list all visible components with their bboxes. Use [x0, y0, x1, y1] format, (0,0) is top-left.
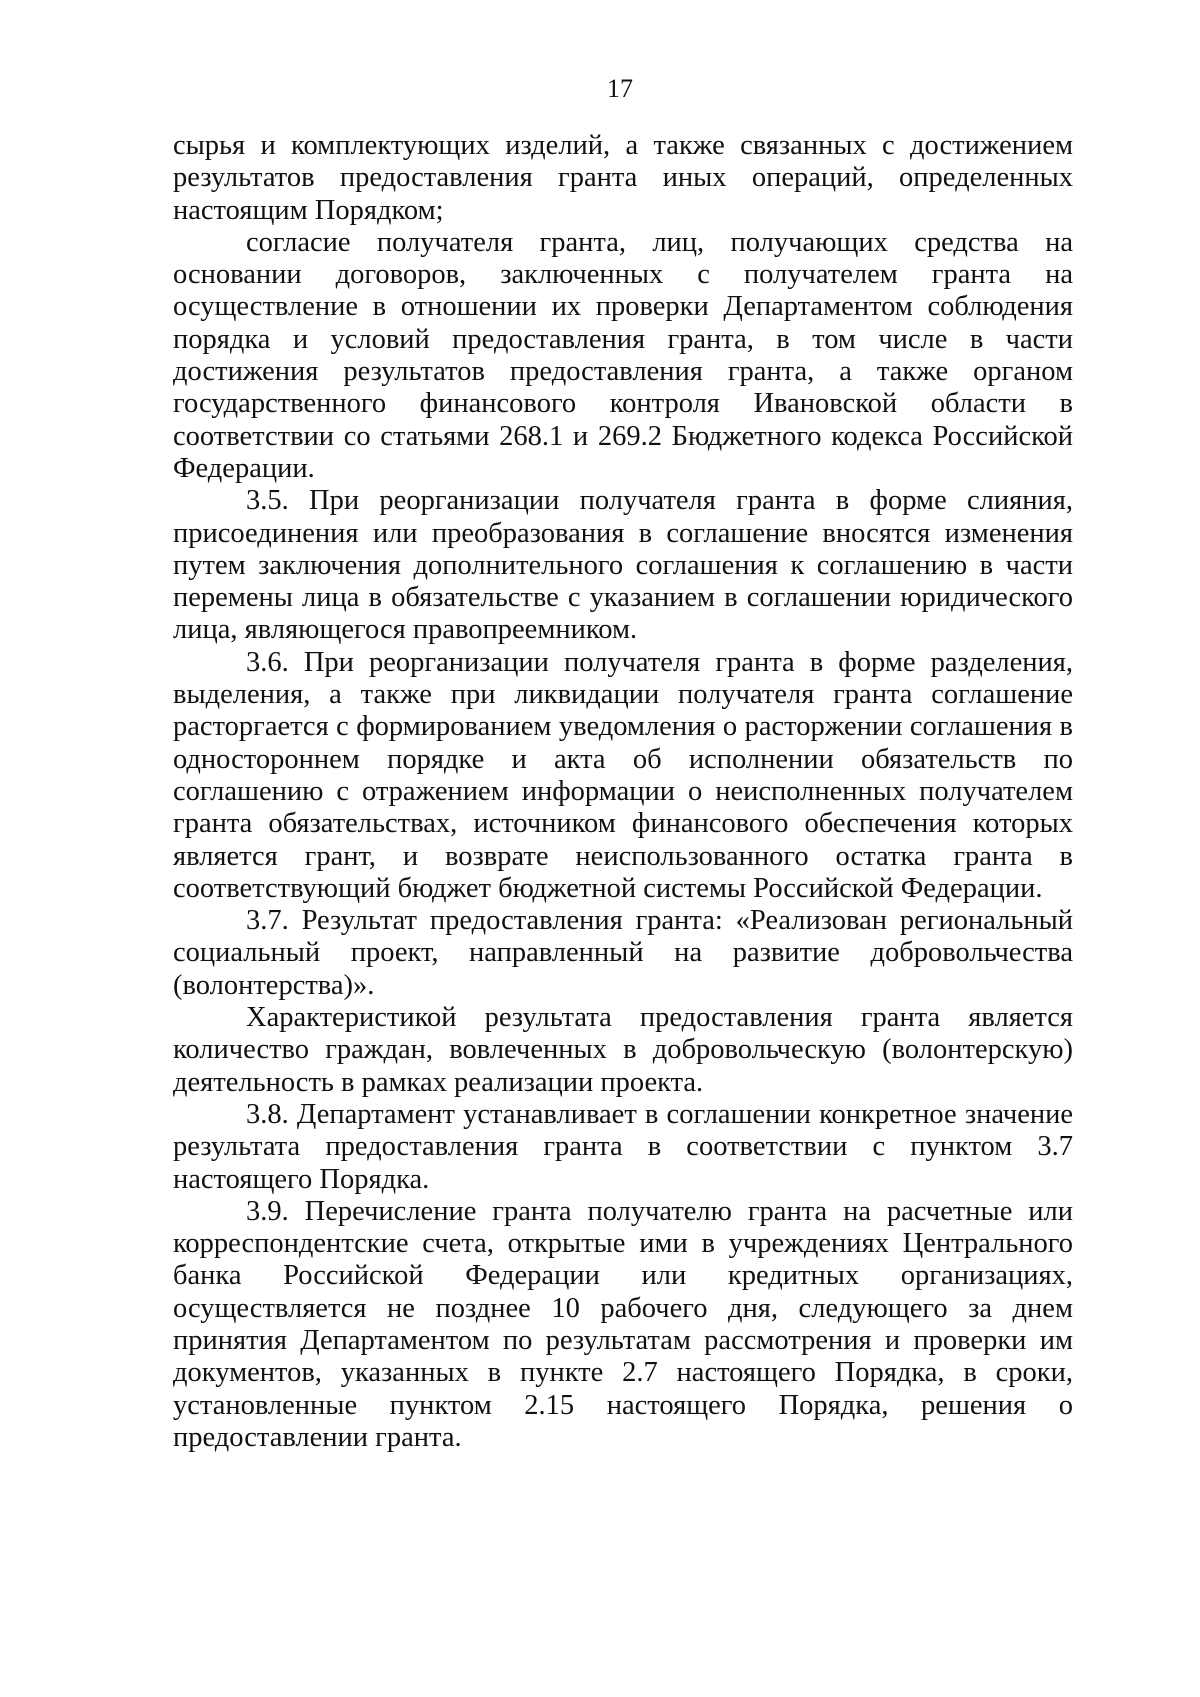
page-number: 17	[607, 74, 633, 103]
paragraph-continuation: сырья и комплектующих изделий, а также связанных с достижением результатов предоставления гранта иных операций, определенных настоящим Порядком;	[173, 130, 1073, 226]
paragraph-consent: согласие получателя гранта, лиц, получающих средства на основании договоров, заключенных с получателем гранта на осуществление в отношении их проверки Департаментом соблюдения порядка и условий предоставления гранта, в том числе в части достижения результатов предоставления гранта, а также органом государственного финансового контроля Ивановской области в соответствии со статьями 268.1 и 269.2 Бюджетного кодекса Российской Федерации.	[173, 226, 1073, 484]
paragraph-3-5: 3.5. При реорганизации получателя гранта в форме слияния, присоединения или преобразования в соглашение вносятся изменения путем заключения дополнительного соглашения к соглашению в части перемены лица в обязательстве с указанием в соглашении юридического лица, являющегося правопреемником.	[173, 485, 1073, 646]
document-body	[173, 130, 1073, 1454]
paragraph-3-7: 3.7. Результат предоставления гранта: «Реализован региональный социальный проект, направленный на развитие добровольчества (волонтерства)».	[173, 905, 1073, 1001]
paragraph-result-characteristic: Характеристикой результата предоставления гранта является количество граждан, вовлеченных в добровольческую (волонтерскую) деятельность в рамках реализации проекта.	[173, 1002, 1073, 1098]
paragraph-3-9: 3.9. Перечисление гранта получателю гранта на расчетные или корреспондентские счета, открытые ими в учреждениях Центрального банка Российской Федерации или кредитных организациях, осуществляется не позднее 10 рабочего дня, следующего за днем принятия Департаментом по результатам рассмотрения и проверки им документов, указанных в пункте 2.7 настоящего Порядка, в сроки, установленные пунктом 2.15 настоящего Порядка, решения о предоставлении гранта.	[173, 1195, 1073, 1453]
paragraph-3-6: 3.6. При реорганизации получателя гранта в форме разделения, выделения, а также при ликвидации получателя гранта соглашение расторгается с формированием уведомления о расторжении соглашения в одностороннем порядке и акта об исполнении обязательств по соглашению с отражением информации о неисполненных получателем гранта обязательствах, источником финансового обеспечения которых является грант, и возврате неиспользованного остатка гранта в соответствующий бюджет бюджетной системы Российской Федерации.	[173, 646, 1073, 904]
paragraph-3-8: 3.8. Департамент устанавливает в соглашении конкретное значение результата предоставления гранта в соответствии с пунктом 3.7 настоящего Порядка.	[173, 1098, 1073, 1195]
